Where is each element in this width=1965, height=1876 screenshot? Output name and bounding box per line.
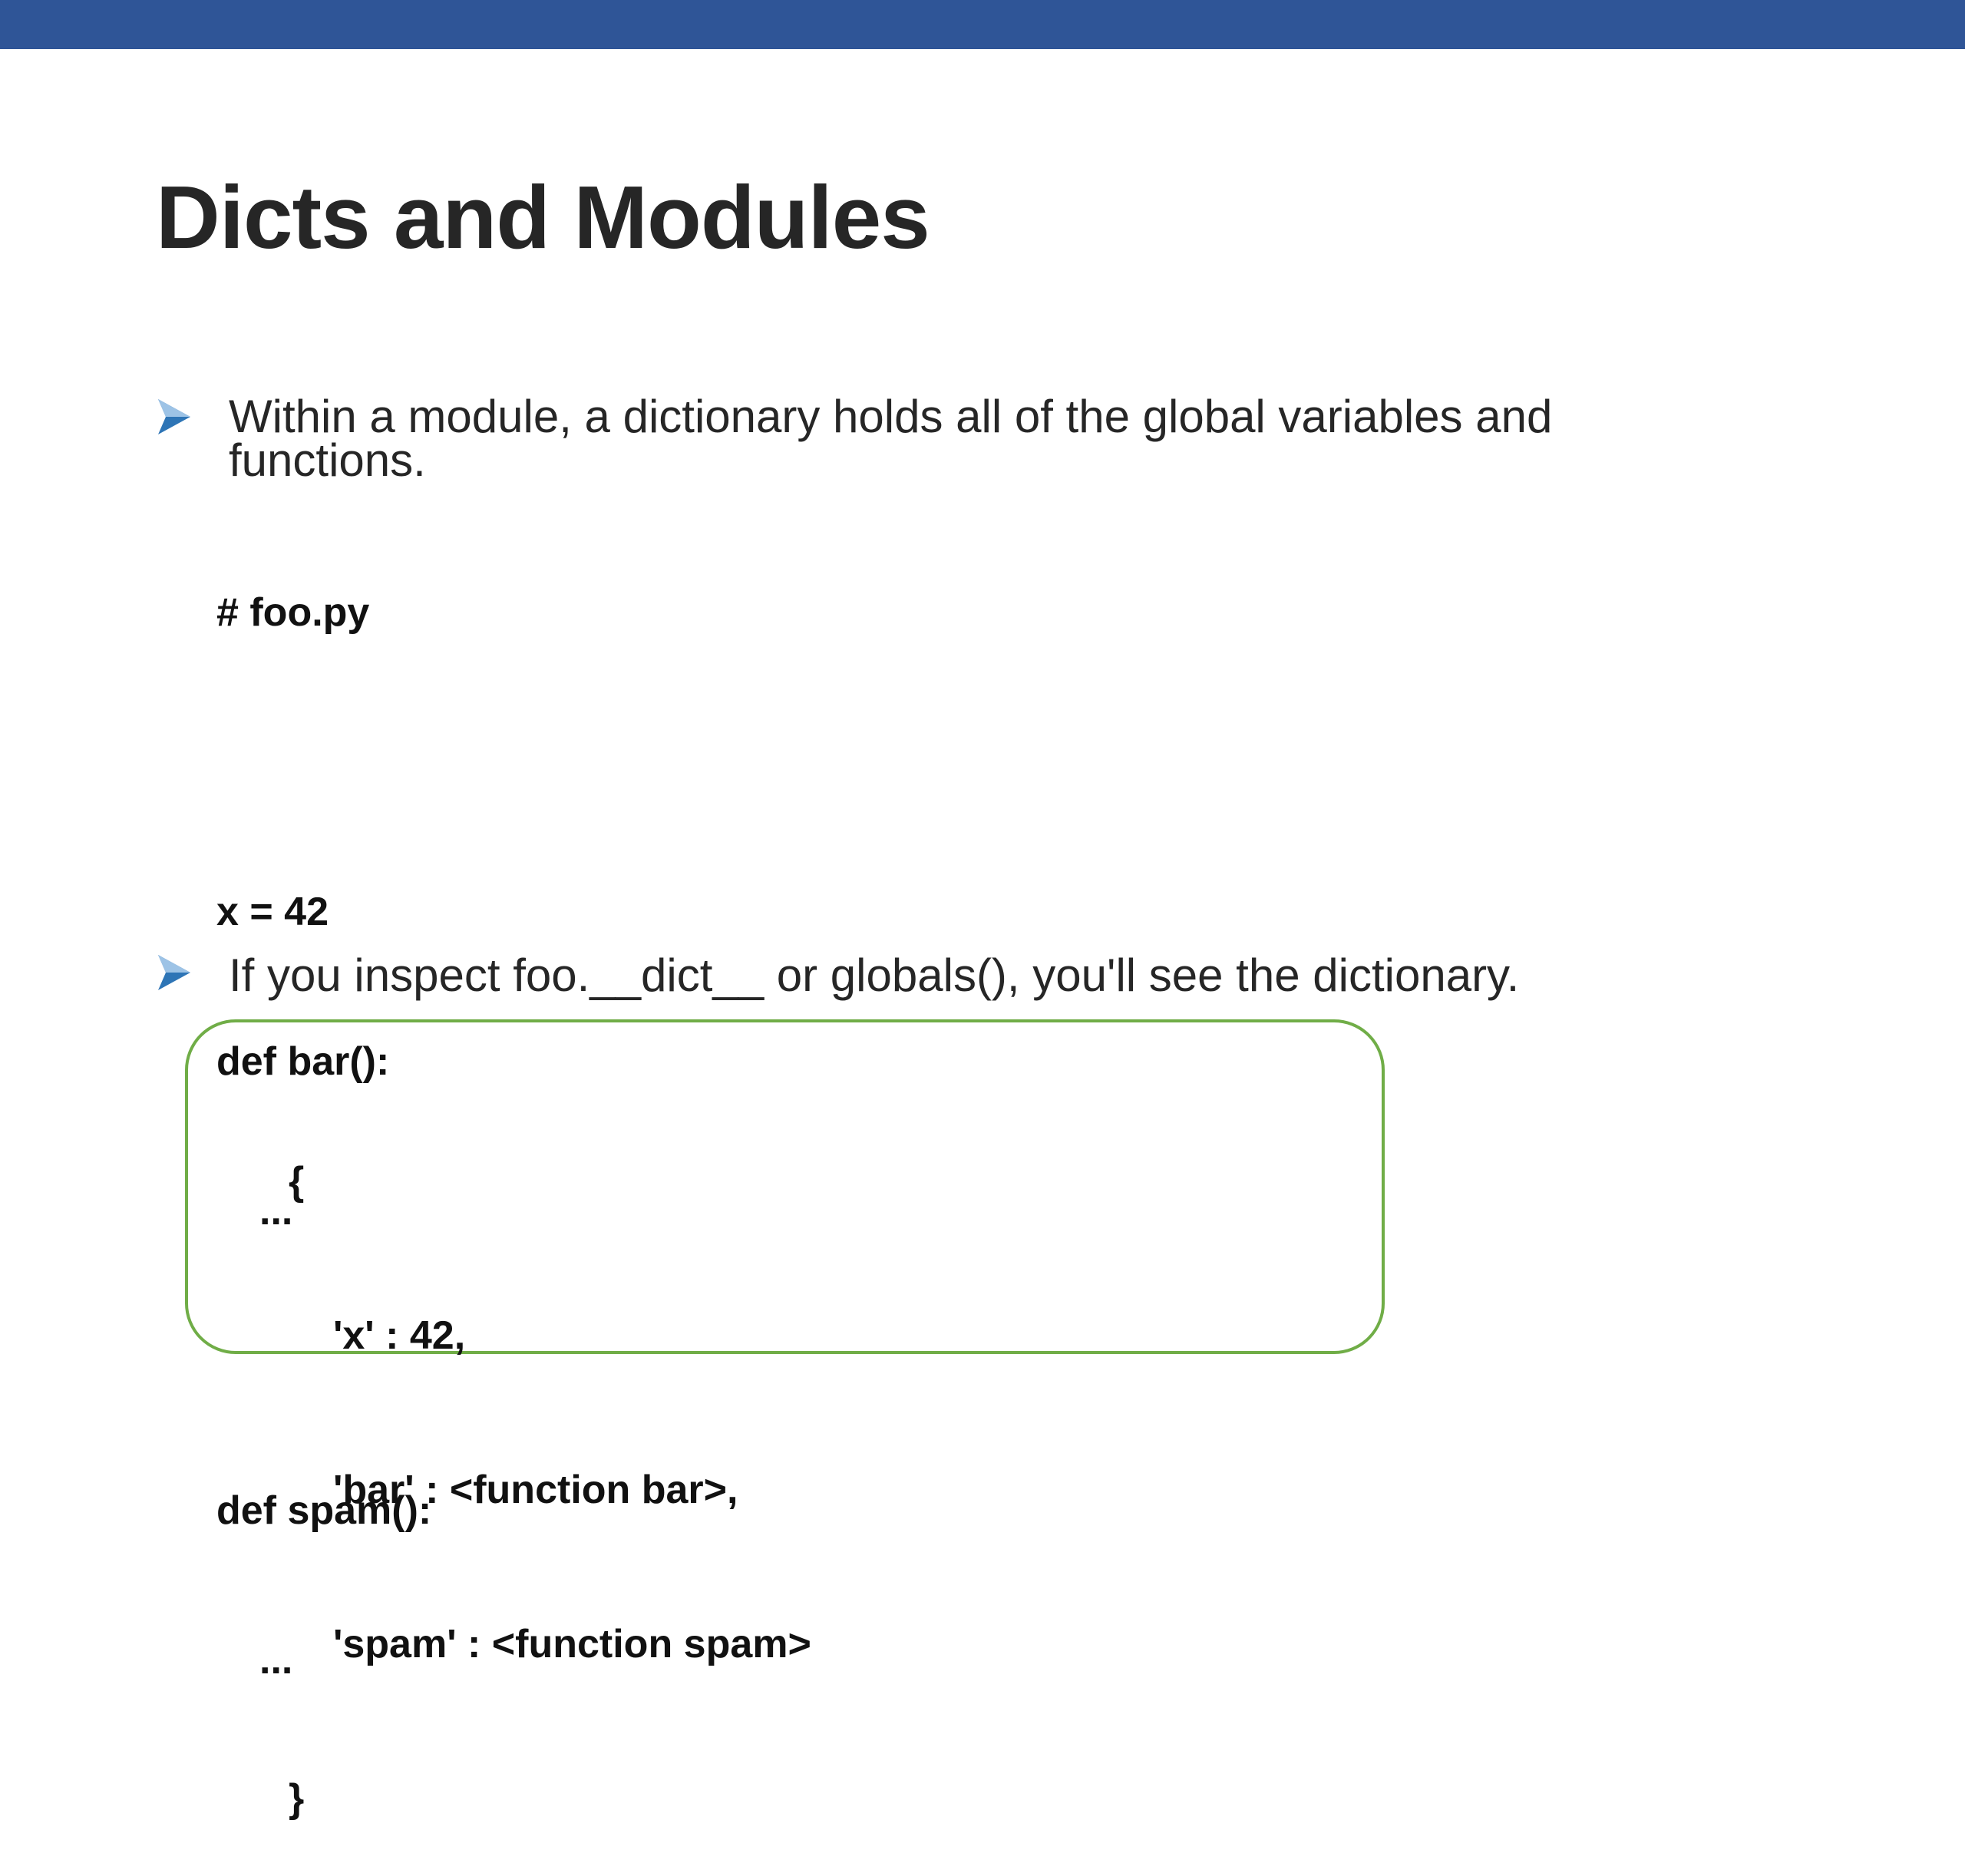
arrow-bullet-icon xyxy=(157,398,200,441)
dict-line: 'bar' : <function bar>, xyxy=(333,1468,738,1512)
dict-line: 'x' : 42, xyxy=(333,1313,466,1358)
slide-title: Dicts and Modules xyxy=(156,167,930,267)
bullet-text: Within a module, a dictionary holds all of the global variables and functions. xyxy=(229,391,1553,486)
code-line: def bar(): xyxy=(216,1039,390,1084)
code-line xyxy=(216,738,431,788)
dict-output-code xyxy=(289,1053,811,1876)
code-line: ... xyxy=(259,1638,293,1683)
code-line: ... xyxy=(259,1189,293,1234)
code-line: x = 42 xyxy=(216,890,329,934)
code-line: # foo.py xyxy=(216,590,370,635)
dict-line: } xyxy=(289,1776,305,1821)
arrow-bullet-icon xyxy=(157,953,200,996)
dict-line: 'spam' : <function spam> xyxy=(333,1622,811,1666)
code-line: def spam(): xyxy=(216,1488,432,1533)
bullet-text: If you inspect foo.__dict__ or globals(), you'll see the dictionary. xyxy=(229,950,1520,1001)
top-accent-bar xyxy=(0,0,1965,49)
dict-line: { xyxy=(289,1159,305,1204)
